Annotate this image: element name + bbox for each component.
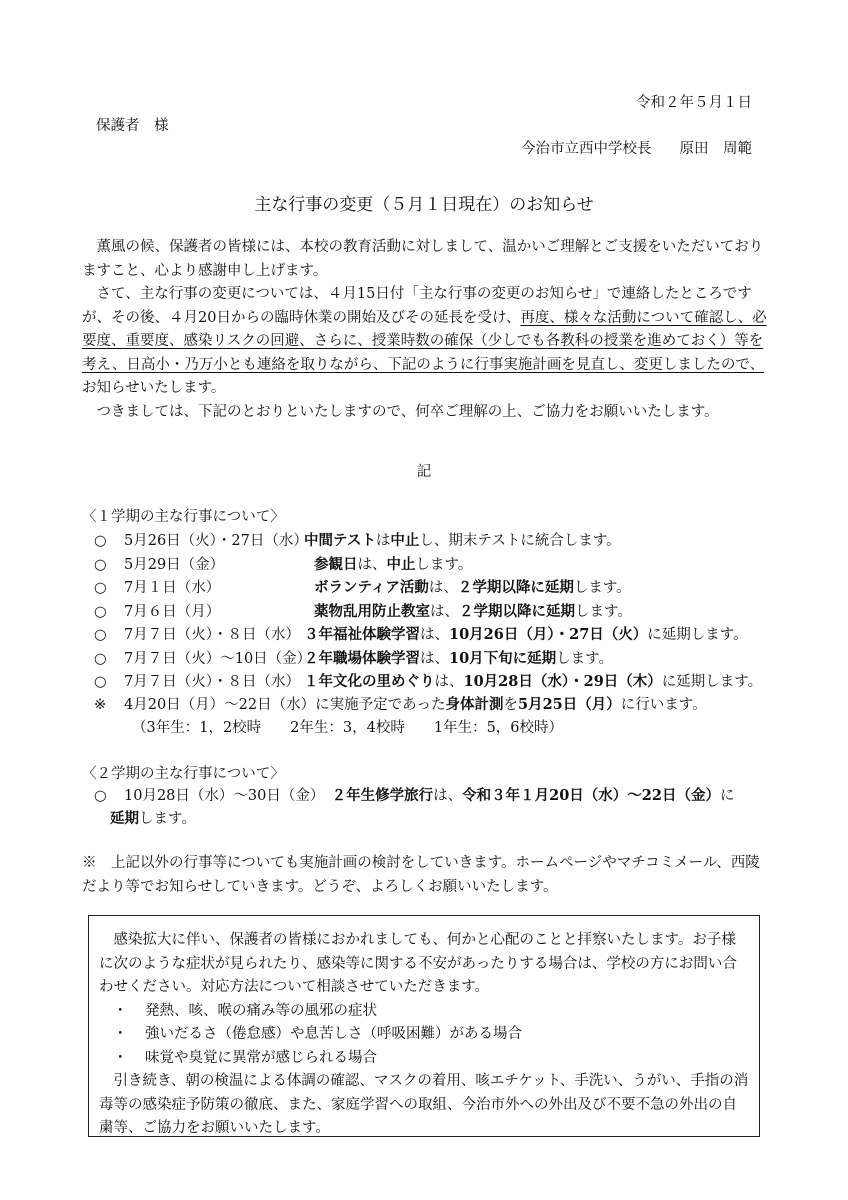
row-text: します。 bbox=[575, 603, 632, 620]
term2-row bbox=[94, 784, 734, 805]
symptom-text: 発熱、咳、喉の痛み等の風邪の症状 bbox=[145, 1002, 377, 1019]
row-date: 7月１日（水） bbox=[124, 580, 221, 596]
row-text: に bbox=[719, 788, 735, 804]
row-date: 10月28日（水）～30日（金） bbox=[124, 788, 318, 804]
row-mark: ○ bbox=[94, 650, 107, 667]
event-row bbox=[94, 670, 763, 691]
sender-school: 今治市立西中学校長 bbox=[521, 141, 652, 157]
row-text: は bbox=[375, 533, 391, 549]
event-row bbox=[94, 529, 621, 550]
row-date: 7月７日（火）～10日（金） bbox=[124, 650, 312, 667]
row-text: 4月20日（月）～22日（水）に実施予定であった bbox=[124, 697, 446, 713]
document-title: 主な行事の変更（５月１日現在）のお知らせ bbox=[254, 195, 594, 215]
row-date: 5月29日（金） bbox=[124, 556, 225, 573]
row-text: します。 bbox=[139, 811, 196, 827]
row-event bbox=[314, 553, 472, 574]
row-bold: 中止 bbox=[386, 555, 416, 573]
intro-p2-underlined: 再度、様々な活動について確認し、必要度、重要度、感染リスクの回避、さらに、授業時数の確保（少しでも各教科の授業を進めておく）等を考え、日高小・乃万小とも連絡を取りながら、下記のように行事実施計画を見直し、変更しましたので、 bbox=[82, 309, 767, 373]
row-bold: 中止 bbox=[390, 532, 420, 549]
row-bold: 中間テスト bbox=[304, 532, 376, 549]
row-date: 7月６日（月） bbox=[124, 603, 221, 620]
notice-paragraph-2: 引き続き、朝の検温による体調の確認、マスクの着用、咳エチケット、手洗い、うがい、手指の消毒等の感染症予防策の徹底、また、家庭学習への取組、今治市外への外出及び不要不急の外出の自粛等、ご協力をお願いいたします。 bbox=[99, 1073, 749, 1136]
row-bold: ボランティア活動 bbox=[314, 579, 429, 596]
sender bbox=[521, 137, 752, 158]
bullet-mark: ・ bbox=[113, 1002, 128, 1019]
symptom-text: 味覚や臭覚に異常が感じられる場合 bbox=[145, 1049, 377, 1066]
row-bold: １年文化の里めぐり bbox=[304, 673, 435, 690]
row-bold: ２学期以降に延期 bbox=[459, 602, 575, 620]
body-measurement-row bbox=[94, 693, 707, 714]
symptom-text: 強いだるさ（倦怠感）や息苦しさ（呼吸困難）がある場合 bbox=[145, 1026, 522, 1042]
intro-paragraph-3: つきましては、下記のとおりといたしますので、何卒ご理解の上、ご協力をお願いいたします。 bbox=[96, 403, 719, 420]
row-mark: ○ bbox=[94, 788, 107, 804]
row-text: します。 bbox=[556, 650, 614, 667]
row-bold: ２年生修学旅行 bbox=[331, 787, 434, 804]
row-bold: 10月26日（月）・27日（火） bbox=[449, 626, 648, 643]
row-event bbox=[314, 600, 632, 621]
row-bold: 5月25日（月） bbox=[517, 696, 621, 713]
symptom-item bbox=[99, 1023, 749, 1047]
intro-p2-plain: さて、主な行事の変更については、４月15日付「主な行事の変更のお知らせ」で連絡したところですが、その後、４月20日からの臨時休業の開始及びその延長を受け、 bbox=[82, 286, 752, 326]
event-row bbox=[94, 623, 748, 644]
row-mark: ○ bbox=[94, 580, 107, 596]
row-bold: 令和３年１月20日（水）～22日（金） bbox=[462, 787, 720, 804]
row-mark: ○ bbox=[94, 556, 107, 573]
row-bold: 10月28日（水）・29日（木） bbox=[463, 673, 662, 690]
row-event bbox=[304, 670, 762, 691]
row-mark: ○ bbox=[94, 603, 107, 620]
symptom-item bbox=[99, 1047, 749, 1071]
additional-note bbox=[82, 852, 768, 899]
row-date: 7月７日（火）・８日（水） bbox=[124, 674, 300, 690]
row-event bbox=[314, 576, 631, 597]
row-text: は、 bbox=[420, 627, 449, 643]
row-bold: 10月下旬に延期 bbox=[449, 649, 557, 667]
row-event bbox=[304, 647, 613, 668]
row-text: し、期末テストに統合します。 bbox=[419, 533, 621, 549]
row-text: に行います。 bbox=[620, 697, 707, 713]
row-text: に延期します。 bbox=[647, 627, 748, 643]
row-bold: ２学期以降に延期 bbox=[457, 579, 574, 596]
row-text: します。 bbox=[415, 556, 473, 573]
row-bold: 身体計測 bbox=[445, 696, 504, 713]
document-date: 令和２年５月１日 bbox=[636, 95, 752, 111]
row-text: は、 bbox=[357, 556, 387, 573]
intro-p2-end: お知らせいたします。 bbox=[82, 380, 226, 396]
event-row bbox=[94, 553, 473, 574]
row-bold: 延期 bbox=[110, 810, 139, 827]
row-event bbox=[304, 623, 748, 644]
bullet-mark: ・ bbox=[113, 1049, 128, 1066]
infection-notice-box bbox=[88, 915, 760, 1137]
term2-heading: 〈２学期の主な行事について〉 bbox=[82, 766, 285, 782]
row-text: は、 bbox=[428, 580, 458, 596]
body-measurement-schedule: （3年生：1，2校時 2年生：3，4校時 1年生：5，6校時） bbox=[132, 720, 564, 736]
symptom-list bbox=[99, 1000, 749, 1071]
row-bold: 参観日 bbox=[314, 555, 358, 573]
row-event bbox=[304, 529, 621, 550]
sender-name: 原田 周範 bbox=[679, 141, 752, 157]
row-mark: ※ bbox=[94, 697, 107, 713]
term2-row-continued bbox=[110, 807, 196, 828]
row-date: 7月７日（火）・８日（水） bbox=[124, 627, 300, 643]
intro-paragraph-1: 薫風の候、保護者の皆様には、本校の教育活動に対しまして、温かいご理解とご支援をいただいておりますこと、心より感謝申し上げます。 bbox=[82, 239, 764, 279]
note-text: 上記以外の行事等についても実施計画の検討をしていきます。ホームページやマチコミメール、西陵だより等でお知らせしていきます。どうぞ、よろしくお願いいたします。 bbox=[82, 855, 760, 895]
row-mark: ○ bbox=[94, 627, 107, 643]
event-row bbox=[94, 647, 614, 668]
row-bold: ２年職場体験学習 bbox=[304, 649, 420, 667]
row-text: を bbox=[503, 697, 518, 713]
row-mark: ○ bbox=[94, 533, 107, 549]
row-text: は、 bbox=[430, 603, 459, 620]
row-text: は、 bbox=[434, 674, 464, 690]
bullet-mark: ・ bbox=[113, 1026, 128, 1042]
row-mark: ○ bbox=[94, 674, 107, 690]
symptom-item bbox=[99, 1000, 749, 1024]
row-text: します。 bbox=[573, 580, 631, 596]
term1-heading: 〈１学期の主な行事について〉 bbox=[82, 509, 285, 525]
event-row bbox=[94, 576, 631, 597]
row-bold: 薬物乱用防止教室 bbox=[314, 602, 430, 620]
row-text: に延期します。 bbox=[661, 674, 763, 690]
ki-heading: 記 bbox=[416, 464, 432, 480]
intro-paragraph-2 bbox=[82, 283, 768, 401]
event-row bbox=[94, 600, 632, 621]
note-mark: ※ bbox=[82, 855, 97, 871]
intro bbox=[82, 236, 768, 424]
row-date: 5月26日（火）・27日（水） bbox=[124, 533, 308, 549]
notice-paragraph-1: 感染拡大に伴い、保護者の皆様におかれましても、何かと心配のことと拝察いたします。お子様に次のような症状が見られたり、感染等に関する不安があったりする場合は、学校の方にお問い合わせください。対応方法について相談させていただきます。 bbox=[99, 932, 737, 995]
row-text: は、 bbox=[433, 788, 463, 804]
row-text: は、 bbox=[420, 650, 449, 667]
row-bold: ３年福祉体験学習 bbox=[304, 626, 420, 643]
recipient: 保護者 様 bbox=[96, 118, 169, 134]
